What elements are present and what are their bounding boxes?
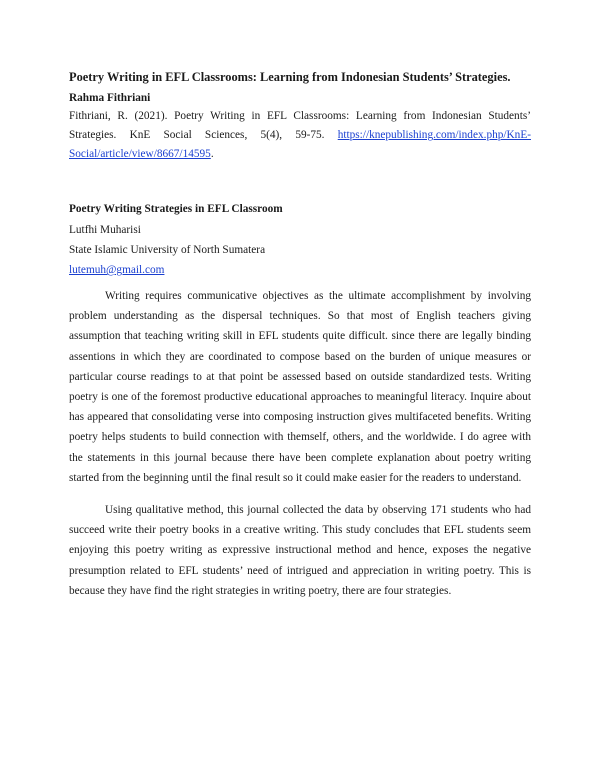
reviewer-email bbox=[69, 260, 531, 280]
review-paragraph: Writing requires communicative objectives as the ultimate accomplishment by involving problem understanding as the dispersal techniques. So that most of English teachers giving assumption that teaching writing skill in EFL students quite difficult. since there are legally binding assentions in which they are coordinated to compose based on the burden of unique measures or particular course readings to at that point be assessed based on outside standardized tests. Writing poetry is one of the foremost productive educational approaches to meaningful literacy. Inquire about has appeared that consolidating verse into composing instruction gives multifaceted benefits. Writing poetry helps students to build connection with themself, others, and the worldwide. I do agree with the statements in this journal because there have been complete explanation about poetry writing started from the beginning until the final result so it could make easier for the readers to understand. bbox=[69, 290, 531, 484]
section-spacer bbox=[69, 164, 531, 199]
citation-text: Fithriani, R. (2021). Poetry Writing in EFL Classrooms: Learning from Indonesian Students’ Strategies. KnE Social Sciences, 5(4), 59-75. bbox=[69, 110, 531, 141]
citation-end: . bbox=[210, 148, 214, 160]
review-title: Poetry Writing Strategies in EFL Classroom bbox=[69, 203, 283, 215]
article-author: Rahma Fithriani bbox=[69, 92, 151, 104]
citation-link[interactable]: https://knepublishing.com/index.php/KnE-Social/article/view/8667/14595 bbox=[69, 129, 531, 160]
article-title: Poetry Writing in EFL Classrooms: Learning from Indonesian Students’ Strategies. bbox=[69, 70, 511, 84]
document-page bbox=[69, 64, 531, 601]
reviewer-name: Lutfhi Muharisi bbox=[69, 224, 141, 236]
review-paragraph: Using qualitative method, this journal collected the data by observing 171 students who had succeed write their poetry books in a creative writing. This study concludes that EFL students seem enjoying this poetry writing as expressive instructional method and hence, exposes the negative presumption related to EFL students’ need of intrigued and appreciation in writing poetry. This is because they have find the right strategies in writing poetry, there are four strategies. bbox=[69, 504, 531, 597]
article-citation bbox=[69, 107, 531, 164]
reviewer-institution: State Islamic University of North Sumatera bbox=[69, 244, 266, 256]
email-link[interactable]: lutemuh@gmail.com bbox=[69, 264, 165, 276]
